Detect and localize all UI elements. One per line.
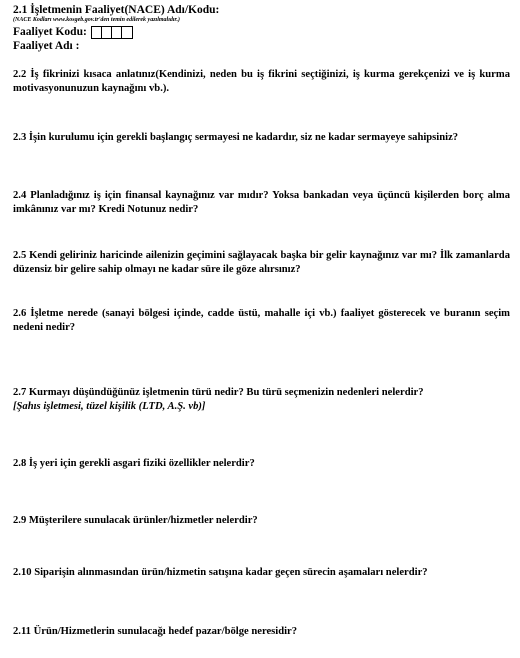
- code-box[interactable]: [122, 27, 132, 38]
- question-2-7-text: 2.7 Kurmayı düşündüğünüz işletmenin türü nedir? Bu türü seçmenizin nedenleri nelerdir?: [13, 387, 424, 398]
- question-2-10: 2.10 Siparişin alınmasından ürün/hizmetin satışına kadar geçen sürecin aşamaları nelerdir?: [13, 567, 428, 578]
- section-title: 2.1 İşletmenin Faaliyet(NACE) Adı/Kodu:: [13, 4, 220, 16]
- activity-code-boxes[interactable]: [91, 26, 133, 39]
- question-2-7: [13, 386, 510, 414]
- question-2-11: 2.11 Ürün/Hizmetlerin sunulacağı hedef pazar/bölge neresidir?: [13, 626, 298, 637]
- question-2-3: 2.3 İşin kurulumu için gerekli başlangıç sermayesi ne kadardır, siz ne kadar sermayeye sahipsiniz?: [13, 132, 459, 143]
- activity-name-row: [13, 40, 79, 53]
- question-2-9: 2.9 Müşterilere sunulacak ürünler/hizmetler nelerdir?: [13, 515, 258, 526]
- question-2-4: 2.4 Planladığınız iş için finansal kaynağınız var mıdır? Yoksa bankadan veya üçüncü kişilerden borç alma imkânınız var mı? Kredi Notunuz nedir?: [13, 190, 510, 215]
- question-2-6: 2.6 İşletme nerede (sanayi bölgesi içinde, cadde üstü, mahalle içi vb.) faaliyet gösterecek ve buranın seçim nedeni nedir?: [13, 308, 510, 333]
- activity-code-label: Faaliyet Kodu:: [13, 26, 87, 38]
- nace-note: (NACE Kodları www.kosgeb.gov.tr'den temin edilerek yazılmalıdır.): [13, 17, 181, 23]
- question-2-5: 2.5 Kendi geliriniz haricinde ailenizin geçimini sağlayacak başka bir gelir kaynağınız var mı? İlk zamanlarda düzensiz bir gelire sahip olmayı ne kadar süre ile göze alırsınız?: [13, 250, 510, 275]
- activity-name-label: Faaliyet Adı :: [13, 40, 80, 52]
- code-box[interactable]: [92, 27, 102, 38]
- question-2-8: 2.8 İş yeri için gerekli asgari fiziki özellikler nelerdir?: [13, 458, 255, 469]
- activity-code-row: [13, 26, 133, 39]
- code-box[interactable]: [102, 27, 112, 38]
- question-2-7-sub: [Şahıs işletmesi, tüzel kişilik (LTD, A.Ş. vb)]: [13, 401, 206, 412]
- code-box[interactable]: [112, 27, 122, 38]
- question-2-2: 2.2 İş fikrinizi kısaca anlatınız(Kendinizi, neden bu iş fikrini seçtiğinizi, iş kurma gerekçenizi ve iş kurma motivasyonunuzun kaynağını vb.).: [13, 69, 510, 94]
